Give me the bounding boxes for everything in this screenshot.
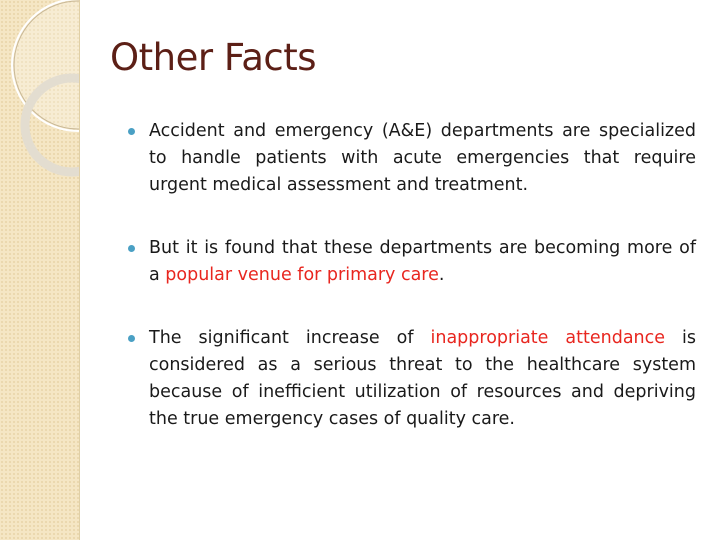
- highlighted-text: popular venue for primary care: [165, 265, 439, 285]
- bullet-item: [128, 325, 696, 433]
- bullet-item: [128, 118, 696, 199]
- bullet-icon: [128, 245, 135, 252]
- bullet-icon: [128, 128, 135, 135]
- decorative-rings-icon: [0, 0, 80, 540]
- slide-title: Other Facts: [110, 36, 317, 79]
- bullet-text: But it is found that these departments are becoming more of a: [149, 238, 696, 285]
- bullet-item: [128, 235, 696, 289]
- bullet-icon: [128, 335, 135, 342]
- bullet-text: Accident and emergency (A&E) departments are specialized to handle patients with acute emergencies that require urgent medical assessment and treatment.: [149, 121, 696, 195]
- bullet-text: The significant increase of: [149, 328, 431, 348]
- highlighted-text: inappropriate attendance: [430, 328, 666, 348]
- bullet-text: .: [438, 265, 445, 285]
- bullet-text: is considered as a serious threat to the healthcare system because of inefficient utilization of resources and depriving the true emergency cases of quality care.: [149, 328, 697, 429]
- decorative-sidebar: [0, 0, 80, 540]
- bullet-list: [128, 118, 696, 469]
